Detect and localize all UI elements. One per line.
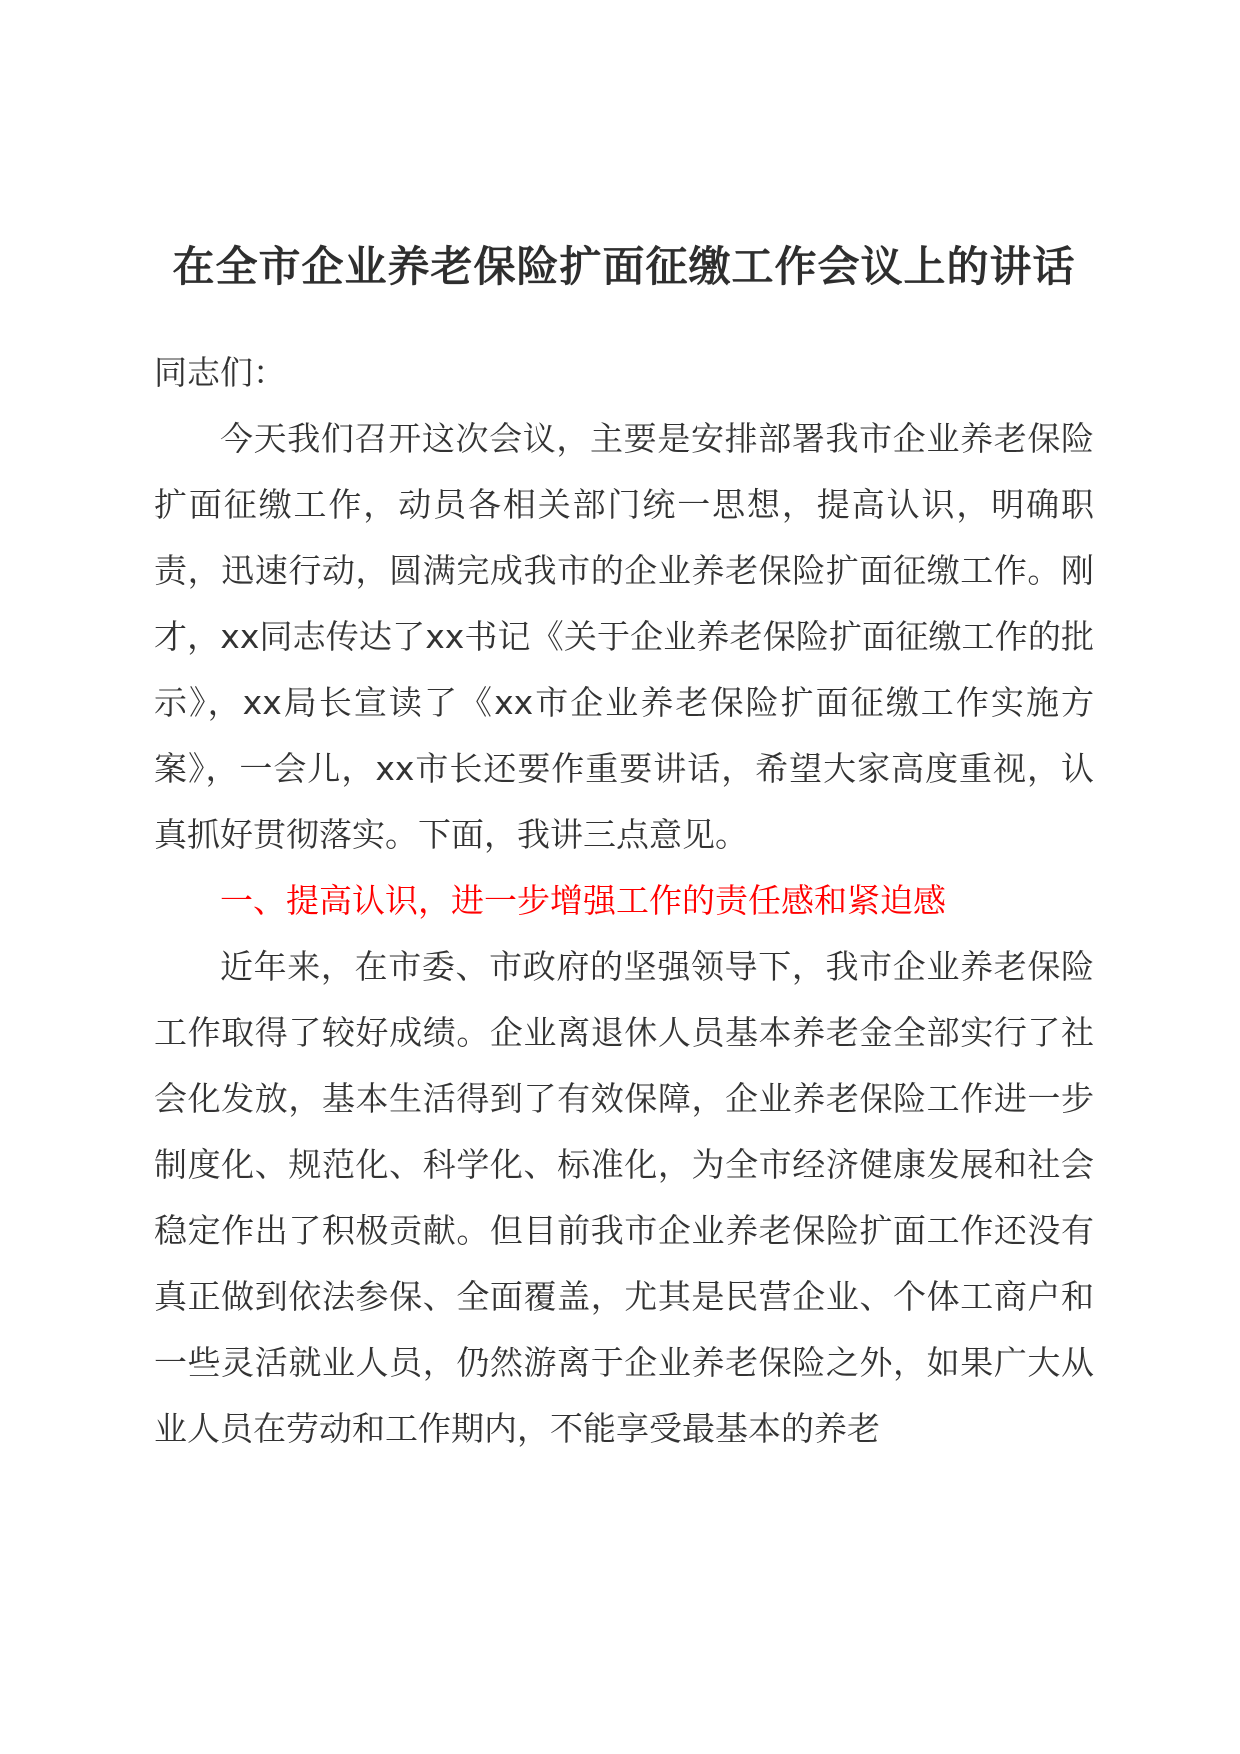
body-paragraph: 今天我们召开这次会议，主要是安排部署我市企业养老保险扩面征缴工作，动员各相关部门统一思想，提高认识，明确职责，迅速行动，圆满完成我市的企业养老保险扩面征缴工作。刚才，xx同志传达了xx书记《关于企业养老保险扩面征缴工作的批示》，xx局长宣读了《xx市企业养老保险扩面征缴工作实施方案》，一会儿，xx市长还要作重要讲话，希望大家高度重视，认真抓好贯彻落实。下面，我讲三点意见。 xyxy=(154,419,1094,854)
section-paragraph: 近年来，在市委、市政府的坚强领导下，我市企业养老保险工作取得了较好成绩。企业离退休人员基本养老金全部实行了社会化发放，基本生活得到了有效保障，企业养老保险工作进一步制度化、规范化、科学化、标准化，为全市经济健康发展和社会稳定作出了积极贡献。但目前我市企业养老保险扩面工作还没有真正做到依法参保、全面覆盖，尤其是民营企业、个体工商户和一些灵活就业人员，仍然游离于企业养老保险之外，如果广大从业人员在劳动和工作期内，不能享受最基本的养老 xyxy=(154,947,1094,1448)
document-page xyxy=(154,0,1094,1462)
salutation: 同志们： xyxy=(154,353,286,392)
section-heading: 一、提高认识，进一步增强工作的责任感和紧迫感 xyxy=(220,881,946,920)
document-title: 在全市企业养老保险扩面征缴工作会议上的讲话 xyxy=(172,242,1076,291)
